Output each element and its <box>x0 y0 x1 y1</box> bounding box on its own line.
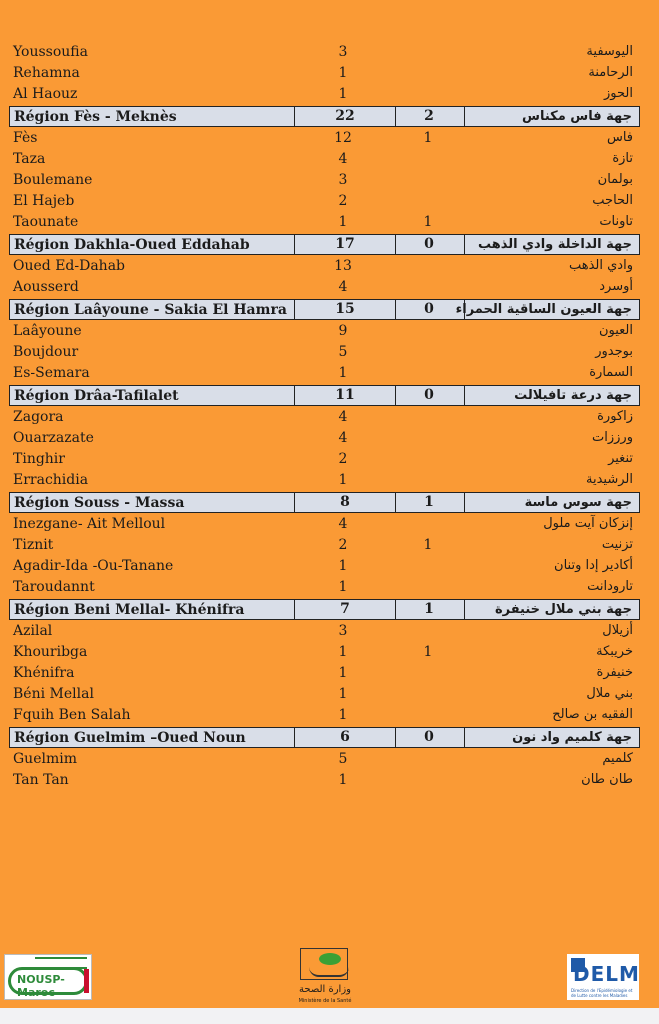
name-fr: Région Souss - Massa <box>14 495 185 511</box>
name-fr: El Hajeb <box>13 193 75 209</box>
name-fr: Taza <box>13 151 46 167</box>
province-row <box>9 428 640 449</box>
ministere-emblem <box>300 948 348 980</box>
province-row <box>9 63 640 84</box>
cases-count: 1 <box>338 472 348 488</box>
province-row <box>9 663 640 684</box>
name-fr: Guelmim <box>13 751 77 767</box>
cases-count: 1 <box>338 558 348 574</box>
name-ar: الحاجب <box>592 193 633 208</box>
name-fr: Région Laâyoune - Sakia El Hamra <box>14 302 287 318</box>
province-row <box>9 342 640 363</box>
cases-count: 7 <box>294 600 396 619</box>
name-fr: Région Dakhla-Oued Eddahab <box>14 237 250 253</box>
province-row <box>9 684 640 705</box>
deaths-count: 1 <box>394 493 465 512</box>
name-ar: جهة الداخلة وادي الذهب <box>477 237 632 252</box>
nousp-logo-text: NOUSP-Maroc <box>17 973 65 999</box>
cases-count: 6 <box>294 728 396 747</box>
delm-logo-text: DELM <box>573 962 640 986</box>
ministere-name-ar: وزارة الصحة <box>299 984 351 995</box>
province-row <box>9 170 640 191</box>
cases-count: 22 <box>294 107 396 126</box>
name-ar: كلميم <box>602 751 633 766</box>
name-fr: Oued Ed-Dahab <box>13 258 125 274</box>
name-ar: زاكورة <box>597 409 633 424</box>
cases-count: 2 <box>338 193 348 209</box>
name-fr: Taounate <box>13 214 79 230</box>
name-ar: تاونات <box>599 214 633 229</box>
cases-count: 8 <box>294 493 396 512</box>
province-row <box>9 363 640 384</box>
province-row <box>9 191 640 212</box>
name-ar: أكادير إدا وتنان <box>554 558 633 573</box>
name-fr: Rehamna <box>13 65 80 81</box>
footer-logos <box>0 940 659 1015</box>
cases-count: 13 <box>334 258 352 274</box>
province-row <box>9 577 640 598</box>
name-fr: Khouribga <box>13 644 88 660</box>
cases-count: 1 <box>338 772 348 788</box>
name-fr: Zagora <box>13 409 64 425</box>
cases-count: 17 <box>294 235 396 254</box>
ministere-sante-logo <box>296 948 354 1010</box>
province-row <box>9 212 640 233</box>
cases-count: 2 <box>338 537 348 553</box>
province-row <box>9 149 640 170</box>
name-fr: Boulemane <box>13 172 93 188</box>
province-row <box>9 556 640 577</box>
ministere-emblem-wave <box>309 967 349 977</box>
province-row <box>9 705 640 726</box>
region-row <box>9 299 640 320</box>
delm-logo <box>567 954 639 1000</box>
deaths-count: 0 <box>394 728 465 747</box>
province-row <box>9 256 640 277</box>
province-row <box>9 470 640 491</box>
name-fr: Youssoufia <box>13 44 88 60</box>
name-ar: أزيلال <box>602 623 633 638</box>
name-fr: Région Drâa-Tafilalet <box>14 388 179 404</box>
nousp-flag-bar <box>84 969 89 993</box>
cases-count: 1 <box>338 65 348 81</box>
cases-count: 9 <box>338 323 348 339</box>
cases-count: 3 <box>338 44 348 60</box>
name-ar: اليوسفية <box>586 44 633 59</box>
name-ar: الرحامنة <box>588 65 633 80</box>
cases-count: 4 <box>338 151 348 167</box>
province-row <box>9 84 640 105</box>
name-ar: أوسرد <box>599 279 633 294</box>
cases-count: 1 <box>338 686 348 702</box>
province-row <box>9 749 640 770</box>
cases-count: 1 <box>338 665 348 681</box>
name-ar: طان طان <box>581 772 633 787</box>
name-ar: تارودانت <box>587 579 633 594</box>
name-ar: بني ملال <box>586 686 633 701</box>
name-fr: Inezgane- Ait Melloul <box>13 516 166 532</box>
name-fr: Tiznit <box>13 537 54 553</box>
name-ar: الرشيدية <box>586 472 633 487</box>
name-ar: بوجدور <box>595 344 633 359</box>
cases-count: 5 <box>338 751 348 767</box>
name-ar: الفقيه بن صالح <box>552 707 633 722</box>
deaths-count: 0 <box>394 386 465 405</box>
name-fr: Région Fès - Meknès <box>14 109 177 125</box>
name-fr: Laâyoune <box>13 323 82 339</box>
name-ar: جهة كلميم واد نون <box>512 730 632 745</box>
name-ar: خريبكة <box>596 644 633 659</box>
deaths-count: 0 <box>394 300 465 319</box>
region-row <box>9 106 640 127</box>
name-ar: ورززات <box>592 430 633 445</box>
deaths-count: 1 <box>423 644 433 660</box>
name-ar: بولمان <box>597 172 633 187</box>
cases-count: 15 <box>294 300 396 319</box>
name-ar: جهة بني ملال خنيفرة <box>494 602 632 617</box>
name-ar: جهة فاس مكناس <box>522 109 632 124</box>
nousp-logo <box>4 954 92 1000</box>
name-ar: جهة العيون الساقية الحمراء <box>455 302 632 317</box>
cases-count: 11 <box>294 386 396 405</box>
name-fr: Khénifra <box>13 665 75 681</box>
cases-count: 1 <box>338 365 348 381</box>
name-ar: فاس <box>606 130 633 145</box>
cases-count: 4 <box>338 516 348 532</box>
bottom-strip <box>0 1008 659 1024</box>
province-row <box>9 321 640 342</box>
deaths-count: 0 <box>394 235 465 254</box>
province-row <box>9 407 640 428</box>
name-fr: Tan Tan <box>13 772 69 788</box>
name-ar: جهة سوس ماسة <box>524 495 632 510</box>
region-row <box>9 385 640 406</box>
name-fr: Fquih Ben Salah <box>13 707 131 723</box>
province-row <box>9 277 640 298</box>
name-ar: خنيفرة <box>596 665 633 680</box>
province-row <box>9 535 640 556</box>
name-ar: تازة <box>612 151 633 166</box>
name-fr: Es-Semara <box>13 365 90 381</box>
cases-count: 4 <box>338 430 348 446</box>
name-ar: تنغير <box>608 451 633 466</box>
name-fr: Béni Mellal <box>13 686 94 702</box>
province-row <box>9 42 640 63</box>
region-row <box>9 234 640 255</box>
region-row <box>9 492 640 513</box>
name-ar: تزنيت <box>601 537 633 552</box>
cases-count: 1 <box>338 644 348 660</box>
name-fr: Aousserd <box>13 279 79 295</box>
deaths-count: 1 <box>423 130 433 146</box>
cases-count: 3 <box>338 172 348 188</box>
name-fr: Région Beni Mellal- Khénifra <box>14 602 245 618</box>
name-ar: العيون <box>598 323 633 338</box>
cases-table <box>9 42 640 791</box>
name-ar: الحوز <box>604 86 633 101</box>
cases-count: 4 <box>338 409 348 425</box>
cases-count: 1 <box>338 579 348 595</box>
name-fr: Al Haouz <box>13 86 78 102</box>
province-row <box>9 621 640 642</box>
cases-count: 5 <box>338 344 348 360</box>
ministere-name-fr: Ministère de la Santé <box>298 998 352 1004</box>
name-ar: السمارة <box>589 365 633 380</box>
province-row <box>9 128 640 149</box>
province-row <box>9 642 640 663</box>
cases-count: 1 <box>338 86 348 102</box>
province-row <box>9 514 640 535</box>
name-fr: Ouarzazate <box>13 430 94 446</box>
region-row <box>9 599 640 620</box>
deaths-count: 1 <box>423 214 433 230</box>
ministere-emblem-dot <box>319 953 341 965</box>
name-fr: Errachidia <box>13 472 89 488</box>
name-fr: Agadir-Ida -Ou-Tanane <box>13 558 174 574</box>
deaths-count: 1 <box>394 600 465 619</box>
name-fr: Fès <box>13 130 38 146</box>
name-fr: Azilal <box>13 623 53 639</box>
deaths-count: 1 <box>423 537 433 553</box>
cases-count: 12 <box>334 130 352 146</box>
deaths-count: 2 <box>394 107 465 126</box>
name-ar: وادي الذهب <box>568 258 633 273</box>
delm-subtitle: Direction de l'Epidémiologie et de Lutte contre les Maladies <box>571 988 633 998</box>
name-ar: إنزكان آيت ملول <box>543 516 633 531</box>
province-row <box>9 770 640 791</box>
name-fr: Région Guelmim –Oued Noun <box>14 730 246 746</box>
name-ar: جهة درعة تافيلالت <box>514 388 632 403</box>
province-row <box>9 449 640 470</box>
name-fr: Tinghir <box>13 451 65 467</box>
region-row <box>9 727 640 748</box>
name-fr: Taroudannt <box>13 579 95 595</box>
cases-count: 1 <box>338 214 348 230</box>
cases-count: 2 <box>338 451 348 467</box>
name-fr: Boujdour <box>13 344 79 360</box>
cases-count: 3 <box>338 623 348 639</box>
cases-count: 1 <box>338 707 348 723</box>
cases-count: 4 <box>338 279 348 295</box>
